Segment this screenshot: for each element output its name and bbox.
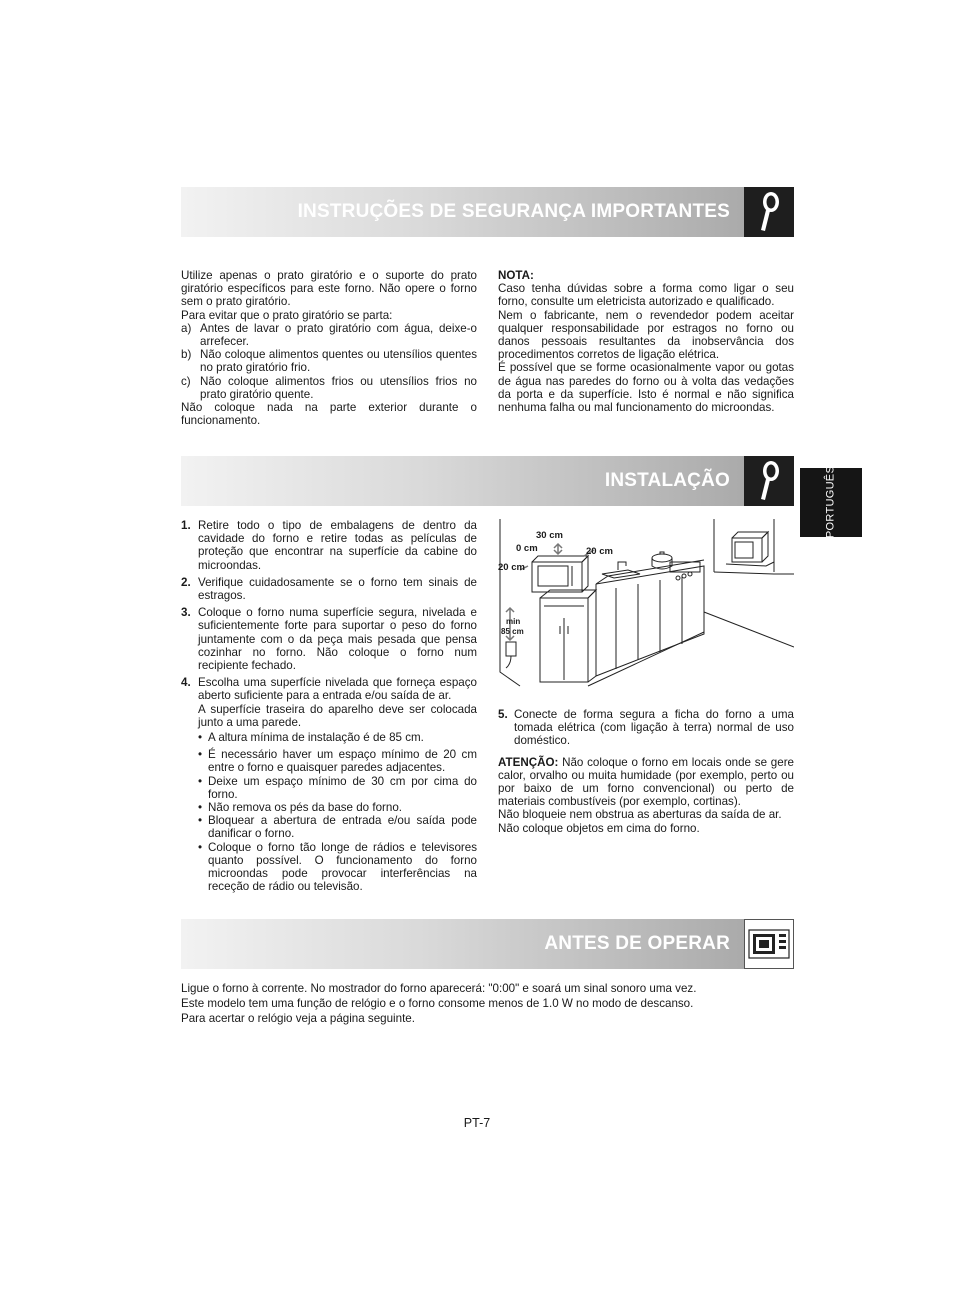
safety-outro: Não coloque nada na parte exterior durante o funcionamento. — [181, 401, 477, 428]
item-number: 1. — [181, 519, 191, 532]
safety-section-header — [181, 187, 794, 237]
info-pointer-icon — [744, 456, 794, 506]
safety-intro: Utilize apenas o prato giratório e o suporte do prato giratório específicos para este forno. Não opere o forno sem o prato giratório. — [181, 269, 477, 309]
before-text — [181, 981, 794, 1026]
min-height-label: min — [506, 617, 521, 626]
bullet-item — [181, 814, 477, 840]
language-tab-label: PORTUGUÊS — [824, 465, 837, 539]
bullet-item — [181, 731, 477, 744]
bullet-mark: • — [198, 814, 203, 828]
item-number: 4. — [181, 676, 191, 690]
bullet-item — [181, 775, 477, 801]
bullet-text: Bloquear a abertura de entrada e/ou saída pode danificar o forno. — [208, 814, 477, 841]
list-label: c) — [181, 374, 191, 388]
clearance-label-right: 20 cm — [586, 546, 613, 557]
list-label: b) — [181, 348, 192, 362]
item-text: Coloque o forno numa superfície segura, nivelada e suficientemente forte para suportar o peso do forno juntamente com o da peça mais pesada que pensa cozinhar no forno. Não coloque o forno num recipiente fechado. — [198, 606, 477, 673]
language-tab — [800, 465, 862, 539]
numbered-item — [181, 606, 477, 672]
item-number: 3. — [181, 606, 191, 620]
bullet-mark: • — [198, 801, 203, 815]
bullet-text: A altura mínima de instalação é de 85 cm. — [208, 731, 424, 745]
note-paragraph-2: Nem o fabricante, nem o revendedor podem aceitar qualquer responsabilidade por estragos no forno ou danos pessoais resultantes da inobservância dos procedimentos corretos de ligação elétrica. — [498, 308, 794, 362]
list-text: Não coloque alimentos frios ou utensílios frios no prato giratório quente. — [200, 374, 477, 401]
warning-label: ATENÇÃO: — [498, 755, 559, 769]
safety-left-column — [181, 269, 477, 427]
item-text: Verifique cuidadosamente se o forno tem sinais de estragos. — [198, 575, 477, 603]
installation-diagram — [498, 514, 794, 690]
list-item — [181, 348, 477, 374]
install-section-title: INSTALAÇÃO — [604, 470, 730, 491]
numbered-item — [181, 676, 477, 729]
list-item — [181, 375, 477, 401]
clearance-label-back: 0 cm — [516, 543, 538, 554]
install-left-column — [181, 519, 477, 893]
item-text: A superfície traseira do aparelho deve ser colocada junto a uma parede. — [198, 702, 477, 729]
bullet-item — [181, 841, 477, 894]
clearance-label-left: 20 cm — [498, 562, 525, 573]
bullet-item — [181, 748, 477, 774]
numbered-item — [181, 519, 477, 572]
note-paragraph-1: Caso tenha dúvidas sobre a forma como ligar o seu forno, consulte um eletricista autorizado e qualificado. — [498, 282, 794, 309]
install-right-column — [498, 708, 794, 835]
warning-text-2: Não bloqueie nem obstrua as aberturas da saída de ar. — [498, 808, 782, 822]
note-paragraph-3: É possível que se forme ocasionalmente vapor ou gotas de água nas paredes do forno ou à volta das vedações da porta e da superfície. Isto é normal e não significa nenhuma falha ou mal funcionamento do microondas. — [498, 361, 794, 415]
install-section-header — [181, 456, 794, 506]
item-text: Conecte de forma segura a ficha do forno a uma tomada elétrica (com ligação à terra) normal de uso doméstico. — [514, 708, 794, 748]
bullet-text: Deixe um espaço mínimo de 30 cm por cima do forno. — [208, 774, 477, 801]
item-text: Escolha uma superfície nivelada que forneça espaço aberto suficiente para a entrada e/ou saída de ar. — [198, 676, 477, 703]
warning-paragraph — [498, 756, 794, 809]
before-line-1: Ligue o forno à corrente. No mostrador do forno aparecerá: "0:00" e soará um sinal sonoro uma vez. — [181, 982, 697, 995]
height-label: 85 cm — [501, 627, 524, 636]
before-line-3: Para acertar o relógio veja a página seguinte. — [181, 1012, 415, 1025]
safety-note-column — [498, 269, 794, 414]
item-text: Retire todo o tipo de embalagens de dentro da cavidade do forno e retire todas as películas de proteção que encontrar na superfície da cabine do microondas. — [198, 519, 477, 572]
bullet-mark: • — [198, 748, 203, 762]
item-number: 5. — [498, 708, 508, 721]
bullet-mark: • — [198, 774, 203, 788]
bullet-text: Não remova os pés da base do forno. — [208, 801, 402, 815]
item-number: 2. — [181, 575, 191, 589]
before-section-header — [181, 919, 794, 969]
bullet-mark: • — [198, 731, 203, 745]
bullet-item — [181, 801, 477, 814]
info-pointer-icon — [744, 187, 794, 237]
bullet-mark: • — [198, 840, 203, 854]
safety-section-title: INSTRUÇÕES DE SEGURANÇA IMPORTANTES — [297, 201, 730, 222]
warning-text: Não coloque o forno em locais onde se gere calor, orvalho ou muita humidade (por exemplo, perto ou por baixo de um forno convencional) ou perto de materiais combustíveis (por exemplo, cortinas). — [498, 755, 794, 809]
clearance-label-top: 30 cm — [536, 530, 563, 541]
numbered-item — [498, 708, 794, 748]
safety-avoid: Para evitar que o prato giratório se parta: — [181, 308, 393, 322]
warning-text-3: Não coloque objetos em cima do forno. — [498, 821, 700, 835]
bullet-text: Coloque o forno tão longe de rádios e televisores quanto possível. O funcionamento do forno microondas pode provocar interferências na receção de rádio ou televisão. — [208, 840, 477, 894]
page-number: PT-7 — [463, 1116, 491, 1130]
note-label: NOTA: — [498, 269, 534, 282]
numbered-item — [181, 576, 477, 602]
before-section-title: ANTES DE OPERAR — [544, 933, 730, 954]
list-text: Não coloque alimentos quentes ou utensílios quentes no prato giratório frio. — [200, 348, 477, 375]
bullet-text: É necessário haver um espaço mínimo de 20 cm entre o forno e quaisquer paredes adjacentes. — [208, 748, 477, 775]
list-label: a) — [181, 321, 192, 335]
list-item — [181, 322, 477, 348]
microwave-icon — [744, 919, 794, 969]
before-line-2: Este modelo tem uma função de relógio e o forno consome menos de 1.0 W no modo de descanso. — [181, 997, 694, 1010]
list-text: Antes de lavar o prato giratório com água, deixe-o arrefecer. — [200, 321, 477, 349]
